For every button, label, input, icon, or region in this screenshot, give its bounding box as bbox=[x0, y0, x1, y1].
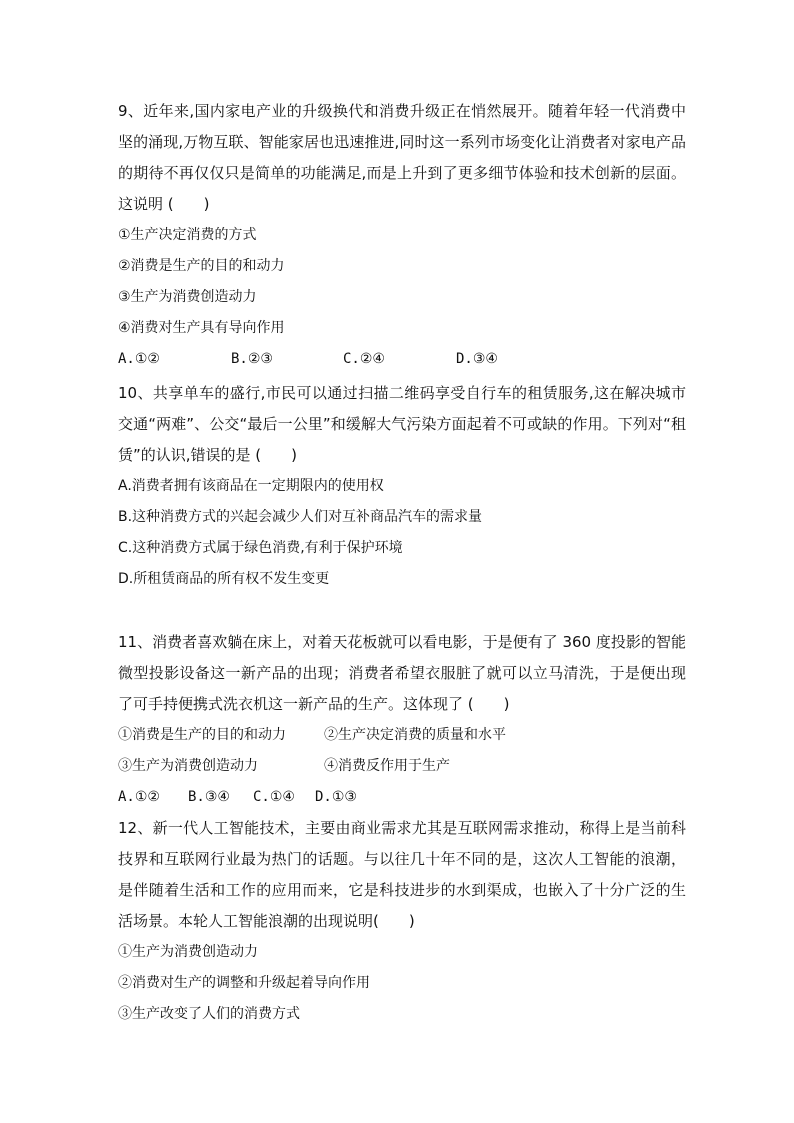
question-12 bbox=[118, 813, 686, 1030]
question-11-items-row-2 bbox=[118, 751, 686, 782]
question-10 bbox=[118, 378, 686, 595]
question-9-item-3: ③生产为消费创造动力 bbox=[118, 289, 257, 305]
question-10-option-a: A.消费者拥有该商品在一定期限内的使用权 bbox=[118, 478, 384, 494]
question-9-choice-b: B.②③ bbox=[231, 351, 273, 367]
question-10-stem: 10、共享单车的盛行,市民可以通过扫描二维码享受自行车的租赁服务,这在解决城市交通“两难”、公交“最后一公里”和缓解大气污染方面起着不可或缺的作用。下列对“租赁”的认识,错误的是 ( ) bbox=[118, 384, 686, 464]
question-11-choice-d: D.①③ bbox=[315, 789, 357, 805]
question-9-item-2: ②消费是生产的目的和动力 bbox=[118, 258, 285, 274]
question-9-item-1: ①生产决定消费的方式 bbox=[118, 227, 257, 243]
question-11-items-row-1 bbox=[118, 720, 686, 751]
question-11-item-2: ②生产决定消费的质量和水平 bbox=[324, 727, 506, 743]
question-10-option-d: D.所租赁商品的所有权不发生变更 bbox=[118, 571, 330, 587]
question-9-stem: 9、近年来,国内家电产业的升级换代和消费升级正在悄然展开。随着年轻一代消费中坚的涌现,万物互联、智能家居也迅速推进,同时这一系列市场变化让消费者对家电产品的期待不再仅仅只是简单的功能满足,而是上升到了更多细节体验和技术创新的层面。这说明 ( ) bbox=[118, 102, 686, 213]
question-9-choices bbox=[118, 344, 686, 375]
question-12-stem: 12、新一代人工智能技术，主要由商业需求尤其是互联网需求推动，称得上是当前科技界和互联网行业最为热门的话题。与以往几十年不同的是，这次人工智能的浪潮，是伴随着生活和工作的应用而来，它是科技进步的水到渠成，也嵌入了十分广泛的生活场景。本轮人工智能浪潮的出现说明( ) bbox=[118, 819, 686, 930]
question-9-choice-c: C.②④ bbox=[343, 351, 385, 367]
question-9 bbox=[118, 96, 686, 375]
question-11-item-3: ③生产为消费创造动力 bbox=[118, 758, 258, 774]
question-10-option-b: B.这种消费方式的兴起会减少人们对互补商品汽车的需求量 bbox=[118, 509, 483, 525]
question-11-item-4: ④消费反作用于生产 bbox=[324, 758, 450, 774]
question-9-choice-d: D.③④ bbox=[456, 351, 498, 367]
question-10-option-c: C.这种消费方式属于绿色消费,有利于保护环境 bbox=[118, 540, 403, 556]
question-11-choice-c: C.①④ bbox=[253, 789, 295, 805]
question-12-item-3: ③生产改变了人们的消费方式 bbox=[118, 1006, 300, 1022]
question-9-item-4: ④消费对生产具有导向作用 bbox=[118, 320, 285, 336]
question-11-stem: 11、消费者喜欢躺在床上，对着天花板就可以看电影，于是便有了 360 度投影的智能微型投影设备这一新产品的出现；消费者希望衣服脏了就可以立马清洗，于是便出现了可手持便携式洗衣机这一新产品的生产。这体现了 ( ) bbox=[118, 633, 686, 713]
question-9-choice-a: A.①② bbox=[118, 351, 160, 367]
question-11-choice-a: A.①② bbox=[118, 789, 160, 805]
question-12-item-1: ①生产为消费创造动力 bbox=[118, 944, 258, 960]
question-12-item-2: ②消费对生产的调整和升级起着导向作用 bbox=[118, 975, 370, 991]
question-11 bbox=[118, 627, 686, 813]
question-11-choice-b: B.③④ bbox=[188, 789, 230, 805]
question-11-item-1: ①消费是生产的目的和动力 bbox=[118, 727, 286, 743]
question-11-choices bbox=[118, 782, 686, 813]
